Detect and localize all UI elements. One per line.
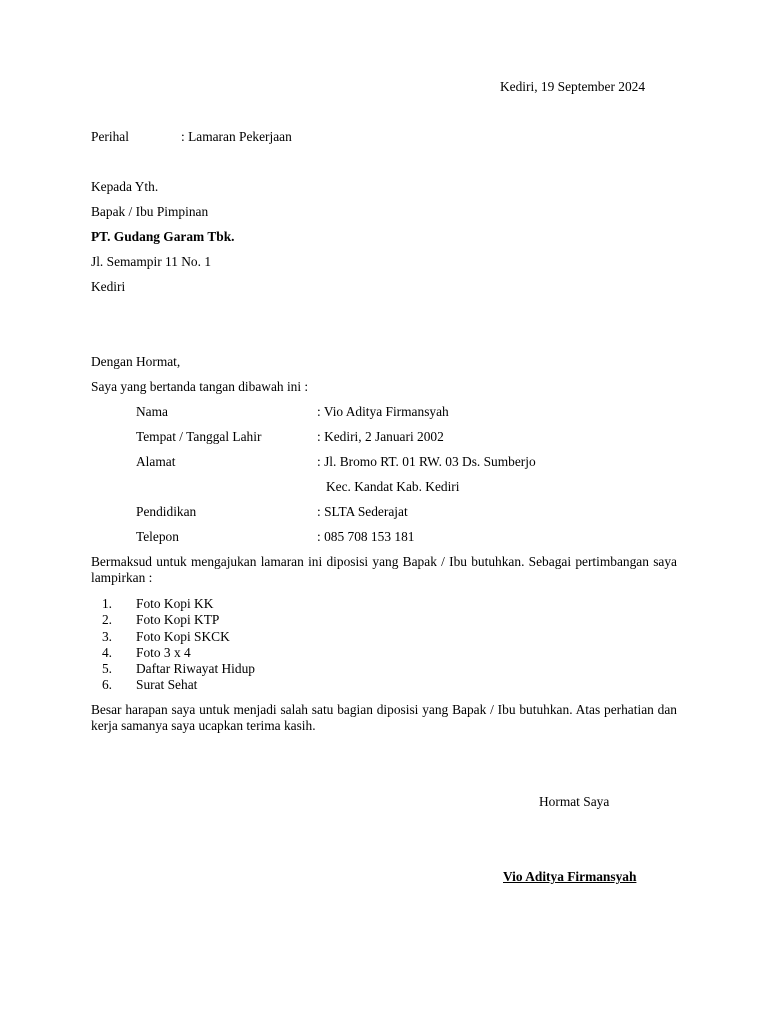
list-number: 5. [101, 661, 112, 677]
list-number: 2. [101, 612, 112, 628]
sign-off: Hormat Saya [539, 794, 610, 809]
list-number: 6. [101, 677, 112, 693]
list-number: 3. [101, 628, 112, 644]
letter-date: Kediri, 19 September 2024 [500, 79, 646, 94]
identity-value-birth: : Kediri, 2 Januari 2002 [317, 429, 444, 444]
list-text: Foto Kopi KK [136, 596, 214, 611]
greeting: Dengan Hormat, [91, 354, 181, 369]
identity-label-education: Pendidikan [136, 504, 197, 519]
recipient-city: Kediri [91, 279, 126, 294]
list-text: Surat Sehat [136, 677, 198, 693]
list-number: 4. [101, 644, 112, 660]
recipient-title: Bapak / Ibu Pimpinan [91, 204, 209, 219]
list-text: Daftar Riwayat Hidup [136, 661, 255, 677]
closing-paragraph: Besar harapan saya untuk menjadi salah satu bagian diposisi yang Bapak / Ibu butuhkan. Atas perhatian dan kerja samanya saya ucapkan terima kasih. [91, 702, 677, 733]
identity-value-name: : Vio Aditya Firmansyah [317, 404, 449, 419]
list-text: Foto Kopi KTP [136, 612, 220, 628]
identity-value-address-cont: Kec. Kandat Kab. Kediri [326, 479, 460, 494]
identity-label-name: Nama [136, 404, 168, 419]
identity-label-address: Alamat [136, 454, 176, 469]
recipient-street: Jl. Semampir 11 No. 1 [91, 254, 212, 269]
subject-label: Perihal [91, 129, 129, 144]
list-number: 1. [101, 596, 112, 611]
identity-value-education: : SLTA Sederajat [317, 504, 408, 519]
signature-name: Vio Aditya Firmansyah [503, 869, 637, 884]
subject-value: : Lamaran Pekerjaan [181, 129, 292, 144]
identity-value-address: : Jl. Bromo RT. 01 RW. 03 Ds. Sumberjo [317, 454, 536, 469]
body-paragraph: Bermaksud untuk mengajukan lamaran ini diposisi yang Bapak / Ibu butuhkan. Sebagai pertimbangan saya lampirkan : [91, 554, 677, 585]
list-text: Foto 3 x 4 [136, 644, 191, 660]
recipient-company: PT. Gudang Garam Tbk. [91, 229, 235, 244]
identity-label-phone: Telepon [136, 529, 179, 544]
identity-label-birth: Tempat / Tanggal Lahir [136, 429, 262, 444]
recipient-salutation: Kepada Yth. [91, 179, 159, 194]
identity-value-phone: : 085 708 153 181 [317, 529, 415, 544]
intro-line: Saya yang bertanda tangan dibawah ini : [91, 379, 309, 394]
list-text: Foto Kopi SKCK [136, 628, 230, 644]
